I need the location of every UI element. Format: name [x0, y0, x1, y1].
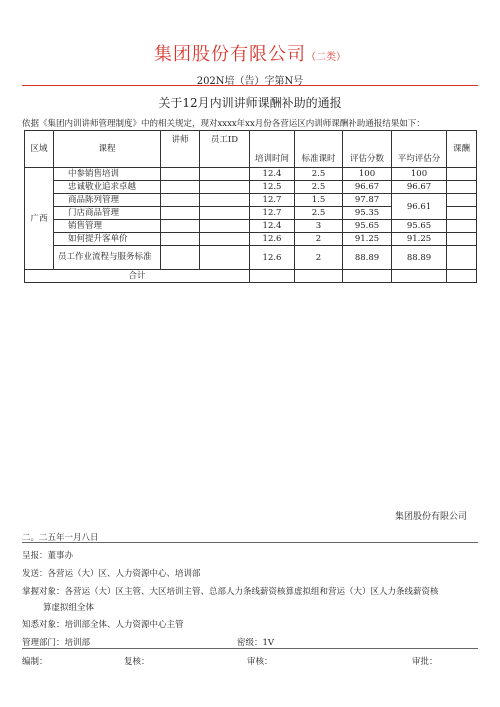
course-cell: 如何提升客单价 [54, 233, 161, 246]
lecturer-cell [161, 233, 200, 246]
total-cell [447, 270, 477, 283]
time-cell: 12.4 [250, 168, 295, 181]
course-cell: 忠诚敬业追求卓越 [54, 181, 161, 194]
header-avg-score: 平均评估分 [392, 131, 447, 168]
avg-score-cell: 88.89 [392, 246, 447, 270]
approver-label: 审批： [412, 657, 438, 667]
region-cell: 广西 [25, 168, 54, 270]
fee-cell [447, 168, 477, 181]
avg-score-cell: 100 [392, 168, 447, 181]
lecturer-cell [161, 207, 200, 220]
score-cell: 97.87 [343, 194, 392, 207]
notify-line: 知悉对象：培训部全体、人力资源中心主管 [22, 620, 184, 630]
fee-cell [447, 181, 477, 194]
fee-cell [447, 246, 477, 270]
table-row [25, 220, 477, 233]
lecturer-cell [161, 246, 200, 270]
avg-score-cell: 96.67 [392, 181, 447, 194]
fee-cell [447, 220, 477, 233]
table-row [25, 246, 477, 270]
time-cell: 12.6 [250, 246, 295, 270]
send-to: 发送：各营运（大）区、人力资源中心、培训部 [22, 569, 201, 579]
header-lecturer: 讲师 [161, 131, 200, 168]
time-cell: 12.4 [250, 220, 295, 233]
hours-cell: 2 [295, 246, 343, 270]
employee-id-cell [200, 233, 250, 246]
table-row [25, 233, 477, 246]
report-to: 呈报：董事办 [22, 551, 74, 561]
time-cell: 12.7 [250, 207, 295, 220]
header-divider [22, 85, 478, 86]
employee-id-cell [200, 168, 250, 181]
score-cell: 88.89 [343, 246, 392, 270]
checker-label: 审核： [247, 657, 273, 667]
total-row [25, 270, 477, 283]
fee-cell [447, 194, 477, 207]
hours-cell: 2.5 [295, 168, 343, 181]
header-training-time: 培训时间 [250, 131, 295, 168]
header-region: 区域 [25, 131, 54, 168]
header-score: 评估分数 [343, 131, 392, 168]
employee-id-cell [200, 181, 250, 194]
score-cell: 100 [343, 168, 392, 181]
score-cell: 95.35 [343, 207, 392, 220]
header-fee: 课酬 [447, 131, 477, 168]
drafter-label: 编制： [22, 657, 48, 667]
lecturer-cell [161, 181, 200, 194]
document-header [0, 40, 500, 66]
score-cell: 91.25 [343, 233, 392, 246]
table-row [25, 168, 477, 181]
hours-cell: 2.5 [295, 207, 343, 220]
employee-id-cell [200, 220, 250, 233]
footer-company: 集团股份有限公司 [394, 512, 467, 522]
table-row [25, 194, 477, 207]
dept-line: 管理部门：培训部 [22, 638, 91, 648]
intro-text: 依据《集团内训讲师管理制度》中的相关规定，现对xxxx年xx月份各营运区内训师课酬补助通报结果如下： [22, 119, 425, 129]
lecturer-cell [161, 194, 200, 207]
fee-cell [447, 233, 477, 246]
hours-cell: 3 [295, 220, 343, 233]
company-name: 集团股份有限公司 [154, 44, 306, 65]
total-cell [343, 270, 392, 283]
notice-title: 关于12月内训讲师课酬补助的通报 [158, 96, 342, 110]
document-category: （二类） [306, 52, 346, 63]
cc-line-2: 算虚拟组全体 [43, 603, 95, 613]
avg-score-cell: 95.65 [392, 220, 447, 233]
footer-divider [22, 542, 478, 543]
course-cell: 员工作业流程与服务标准 [54, 246, 161, 270]
course-cell: 中参销售培训 [54, 168, 161, 181]
header-course: 课程 [54, 131, 161, 168]
course-cell: 商品陈列管理 [54, 194, 161, 207]
employee-id-cell [200, 246, 250, 270]
time-cell: 12.6 [250, 233, 295, 246]
avg-score-cell: 91.25 [392, 233, 447, 246]
reviewer-label: 复核： [124, 657, 150, 667]
avg-score-cell: 96.61 [392, 194, 447, 220]
secret-level: 密级：1V [237, 638, 275, 648]
time-cell: 12.5 [250, 181, 295, 194]
table-row [25, 181, 477, 194]
document-number: 202N培（告）字第N号 [196, 76, 304, 87]
hours-cell: 2 [295, 233, 343, 246]
total-cell [250, 270, 295, 283]
total-label: 合计 [25, 270, 250, 283]
header-employee-id: 员工ID [200, 131, 250, 168]
fee-table [24, 130, 477, 283]
course-cell: 门店商品管理 [54, 207, 161, 220]
cc-line-1: 掌握对象：各营运（大）区主管、大区培训主管、总部人力条线薪资核算虚拟组和营运（大）区人力条线薪资核 [22, 587, 439, 597]
issue-date: 二。二五年一月八日 [22, 533, 99, 543]
hours-cell: 2.5 [295, 181, 343, 194]
total-cell [392, 270, 447, 283]
signature-divider [22, 648, 478, 649]
table-header-row [25, 131, 477, 168]
total-cell [295, 270, 343, 283]
score-cell: 95.65 [343, 220, 392, 233]
time-cell: 12.7 [250, 194, 295, 207]
lecturer-cell [161, 168, 200, 181]
employee-id-cell [200, 207, 250, 220]
hours-cell: 1.5 [295, 194, 343, 207]
fee-cell [447, 207, 477, 220]
employee-id-cell [200, 194, 250, 207]
score-cell: 96.67 [343, 181, 392, 194]
lecturer-cell [161, 220, 200, 233]
header-standard-hours: 标准课时 [295, 131, 343, 168]
course-cell: 销售管理 [54, 220, 161, 233]
